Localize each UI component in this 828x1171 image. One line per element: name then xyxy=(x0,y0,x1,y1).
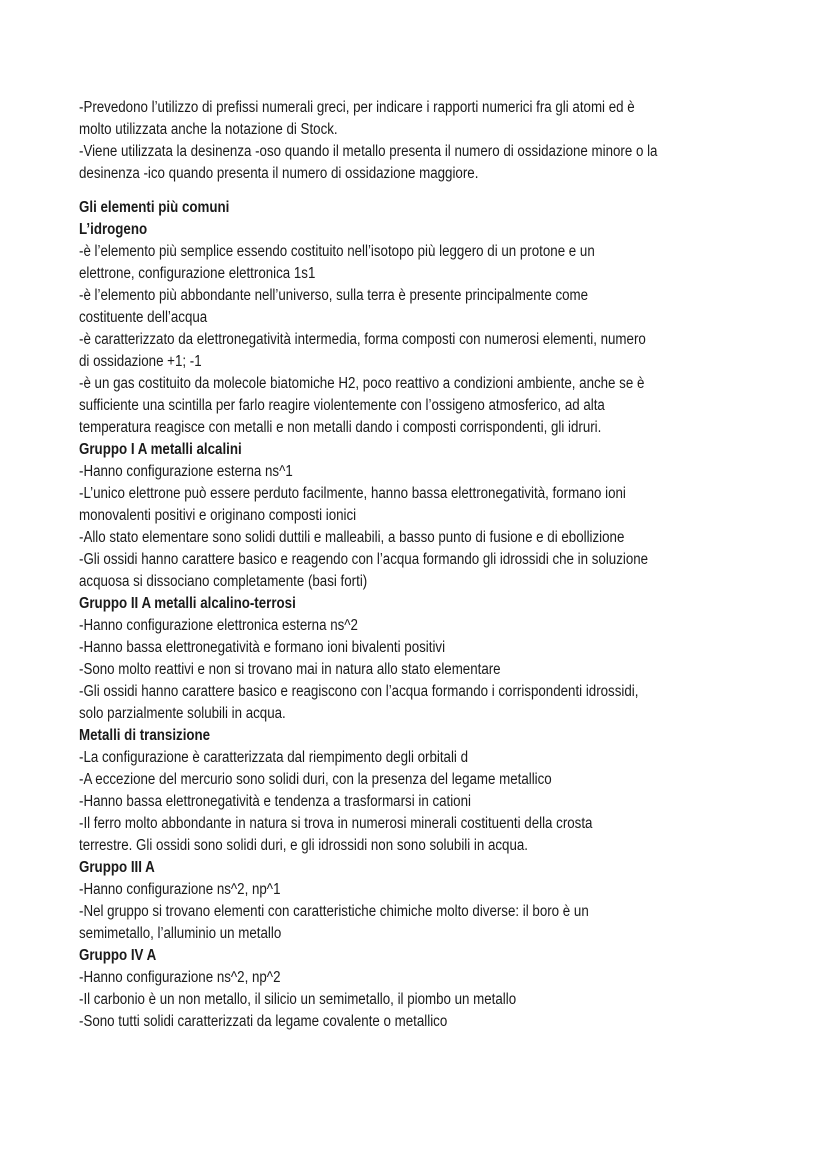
text-line: -è l’elemento più abbondante nell’universo, sulla terra è presente principalmente come xyxy=(79,287,589,304)
group-section xyxy=(79,439,799,593)
intro-paragraph xyxy=(79,97,799,185)
text-line: -Il carbonio è un non metallo, il silicio un semimetallo, il piombo un metallo xyxy=(79,991,517,1008)
text-line: -Hanno configurazione ns^2, np^1 xyxy=(79,881,281,898)
group-heading: Metalli di transizione xyxy=(79,727,211,744)
group-heading: Gruppo III A xyxy=(79,859,155,876)
text-line: elettrone, configurazione elettronica 1s1 xyxy=(79,265,316,282)
text-line: costituente dell’acqua xyxy=(79,309,208,326)
group-section xyxy=(79,219,799,439)
element-groups xyxy=(79,219,799,1033)
text-line: desinenza -ico quando presenta il numero di ossidazione maggiore. xyxy=(79,165,479,182)
text-line: -Nel gruppo si trovano elementi con caratteristiche chimiche molto diverse: il boro è un xyxy=(79,903,589,920)
text-line: -Prevedono l’utilizzo di prefissi numerali greci, per indicare i rapporti numerici fra gli atomi ed è xyxy=(79,99,635,116)
section-title: Gli elementi più comuni xyxy=(79,199,230,216)
text-line: sufficiente una scintilla per farlo reagire violentemente con l’ossigeno atmosferico, ad alta xyxy=(79,397,605,414)
text-line: -Hanno configurazione elettronica esterna ns^2 xyxy=(79,617,358,634)
text-line: -Il ferro molto abbondante in natura si trova in numerosi minerali costituenti della crosta xyxy=(79,815,593,832)
text-line: -L’unico elettrone può essere perduto facilmente, hanno bassa elettronegatività, formano ioni xyxy=(79,485,626,502)
text-line: -La configurazione è caratterizzata dal riempimento degli orbitali d xyxy=(79,749,469,766)
text-line: -A eccezione del mercurio sono solidi duri, con la presenza del legame metallico xyxy=(79,771,552,788)
text-line: -Gli ossidi hanno carattere basico e reagendo con l’acqua formando gli idrossidi che in soluzione xyxy=(79,551,649,568)
text-line: temperatura reagisce con metalli e non metalli dando i composti corrispondenti, gli idruri. xyxy=(79,419,602,436)
text-line: -Hanno configurazione ns^2, np^2 xyxy=(79,969,281,986)
text-line: -Sono molto reattivi e non si trovano mai in natura allo stato elementare xyxy=(79,661,501,678)
group-section xyxy=(79,725,799,857)
group-section xyxy=(79,945,799,1033)
text-line: monovalenti positivi e originano composti ionici xyxy=(79,507,357,524)
text-line: semimetallo, l’alluminio un metallo xyxy=(79,925,282,942)
group-heading: L’idrogeno xyxy=(79,221,148,238)
group-section xyxy=(79,857,799,945)
group-heading: Gruppo II A metalli alcalino-terrosi xyxy=(79,595,296,612)
text-line: molto utilizzata anche la notazione di Stock. xyxy=(79,121,338,138)
text-line: -Allo stato elementare sono solidi duttili e malleabili, a basso punto di fusione e di ebollizione xyxy=(79,529,625,546)
text-line: acquosa si dissociano completamente (basi forti) xyxy=(79,573,368,590)
text-line: -è un gas costituito da molecole biatomiche H2, poco reattivo a condizioni ambiente, anche se è xyxy=(79,375,645,392)
group-heading: Gruppo IV A xyxy=(79,947,157,964)
text-line: -è caratterizzato da elettronegatività intermedia, forma composti con numerosi elementi, numero xyxy=(79,331,646,348)
document-page xyxy=(79,97,799,1033)
text-line: -Hanno bassa elettronegatività e tendenza a trasformarsi in cationi xyxy=(79,793,471,810)
text-line: -è l’elemento più semplice essendo costituito nell’isotopo più leggero di un protone e un xyxy=(79,243,595,260)
text-line: terrestre. Gli ossidi sono solidi duri, e gli idrossidi non sono solubili in acqua. xyxy=(79,837,529,854)
text-line: -Gli ossidi hanno carattere basico e reagiscono con l’acqua formando i corrispondenti idrossidi, xyxy=(79,683,639,700)
text-line: -Hanno bassa elettronegatività e formano ioni bivalenti positivi xyxy=(79,639,446,656)
text-line: solo parzialmente solubili in acqua. xyxy=(79,705,286,722)
group-heading: Gruppo I A metalli alcalini xyxy=(79,441,242,458)
text-line: -Hanno configurazione esterna ns^1 xyxy=(79,463,293,480)
text-line: di ossidazione +1; -1 xyxy=(79,353,202,370)
text-line: -Viene utilizzata la desinenza -oso quando il metallo presenta il numero di ossidazione minore o la xyxy=(79,143,658,160)
group-section xyxy=(79,593,799,725)
text-line: -Sono tutti solidi caratterizzati da legame covalente o metallico xyxy=(79,1013,448,1030)
